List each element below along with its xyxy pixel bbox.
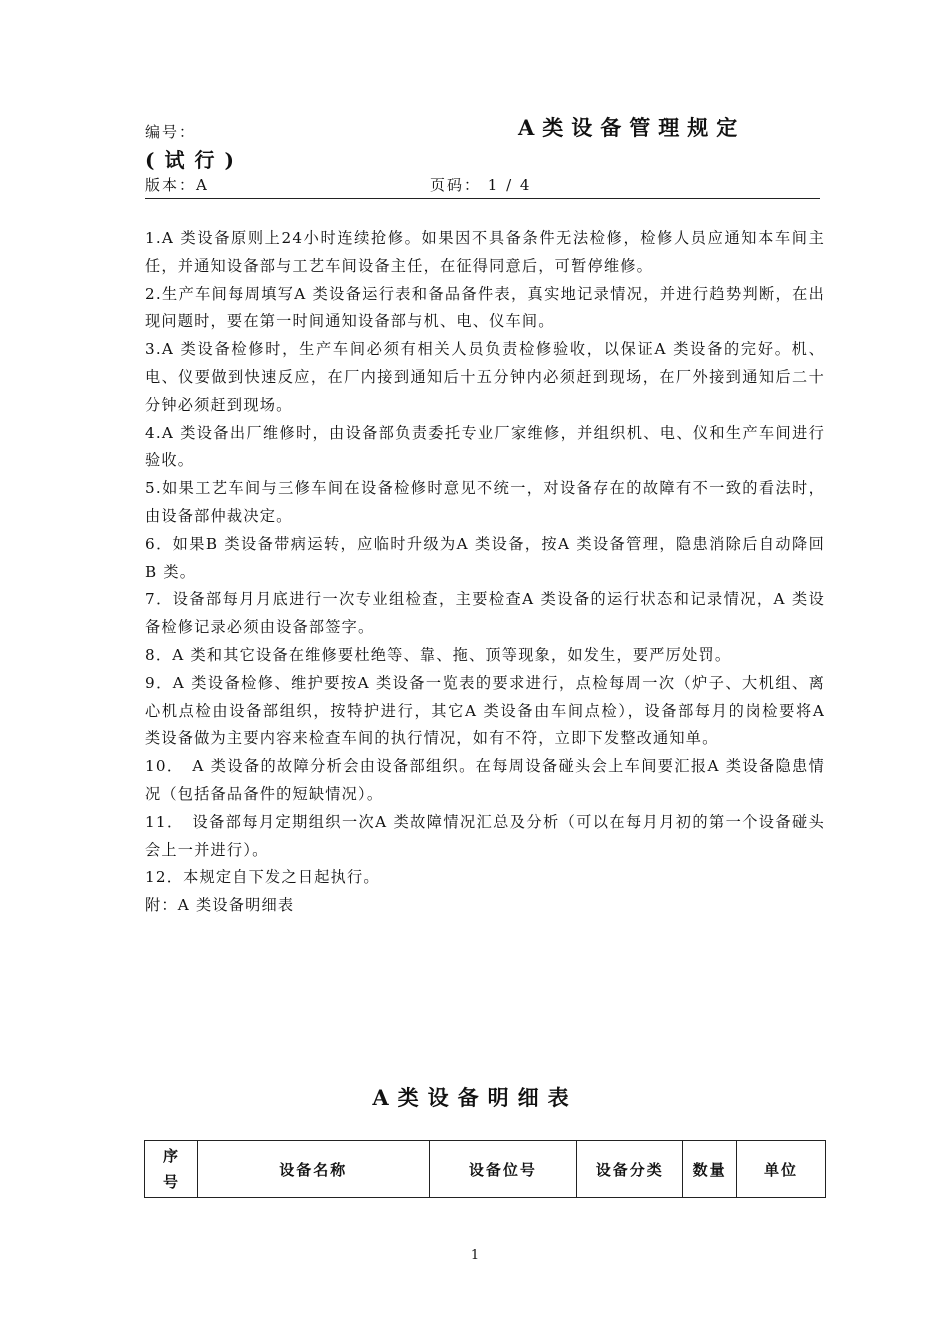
document-title: A类设备管理规定 (518, 115, 746, 140)
attachment-note: 附：A 类设备明细表 (145, 896, 295, 915)
paragraph-7: 7．设备部每月月底进行一次专业组检查，主要检查A 类设备的运行状态和记录情况，A 类设备检修记录必须由设备部签字。 (145, 590, 825, 637)
paragraph-11: 11． 设备部每月定期组织一次A 类故障情况汇总及分析（可以在每月月初的第一个设备碰头会上一并进行）。 (145, 812, 825, 859)
paragraph-3: 3.A 类设备检修时，生产车间必须有相关人员负责检修验收，以保证A 类设备的完好。机、电、仪要做到快速反应，在厂内接到通知后十五分钟内必须赶到现场，在厂外接到通知后二十分钟必须赶到现场。 (145, 340, 825, 414)
regulation-body (145, 225, 825, 920)
header-row-title (145, 112, 820, 146)
table-header-row (145, 1141, 826, 1198)
paragraph-4: 4.A 类设备出厂维修时，由设备部负责委托专业厂家维修，并组织机、电、仪和生产车间进行验收。 (145, 423, 825, 470)
column-header-quantity: 数量 (683, 1141, 737, 1198)
paragraph-5: 5.如果工艺车间与三修车间在设备检修时意见不统一，对设备存在的故障有不一致的看法时，由设备部仲裁决定。 (145, 479, 825, 525)
paragraph-2: 2.生产车间每周填写A 类设备运行表和备品备件表，真实地记录情况，并进行趋势判断，在出现问题时，要在第一时间通知设备部与机、电、仪车间。 (145, 284, 825, 331)
paragraph-9: 9．A 类设备检修、维护要按A 类设备一览表的要求进行，点检每周一次（炉子、大机组、离心机点检由设备部组织，按特护进行，其它A 类设备由车间点检），设备部每月的岗检要将A 类设备做为主要内容来检查车间的执行情况，如有不符，立即下发整改通知单。 (145, 673, 825, 748)
page-count-label: 页码： 1 / 4 (430, 176, 532, 194)
paragraph-1: 1.A 类设备原则上24小时连续抢修。如果因不具备条件无法检修，检修人员应通知本车间主任，并通知设备部与工艺车间设备主任，在征得同意后，可暂停维修。 (145, 229, 825, 275)
paragraph-10: 10． A 类设备的故障分析会由设备部组织。在每周设备碰头会上车间要汇报A 类设备隐患情况（包括备品备件的短缺情况）。 (145, 757, 825, 803)
table-title: A类设备明细表 (372, 1085, 578, 1110)
trial-label: (试行) (145, 148, 244, 172)
column-header-tag: 设备位号 (429, 1141, 577, 1198)
column-header-name: 设备名称 (197, 1141, 429, 1198)
column-header-category: 设备分类 (577, 1141, 683, 1198)
equipment-table (144, 1140, 826, 1198)
version-label: 版本：A (145, 176, 209, 194)
document-header (145, 112, 820, 199)
number-label: 编号： (145, 123, 197, 141)
paragraph-6: 6．如果B 类设备带病运转，应临时升级为A 类设备，按A 类设备管理，隐患消除后自动降回B 类。 (145, 534, 825, 581)
column-header-unit: 单位 (737, 1141, 826, 1198)
header-row-meta (145, 174, 820, 199)
paragraph-8: 8．A 类和其它设备在维修要杜绝等、靠、拖、顶等现象，如发生，要严厉处罚。 (145, 645, 732, 664)
paragraph-12: 12．本规定自下发之日起执行。 (145, 868, 380, 887)
column-header-index: 序号 (145, 1141, 198, 1198)
page-number: 1 (470, 1248, 480, 1263)
